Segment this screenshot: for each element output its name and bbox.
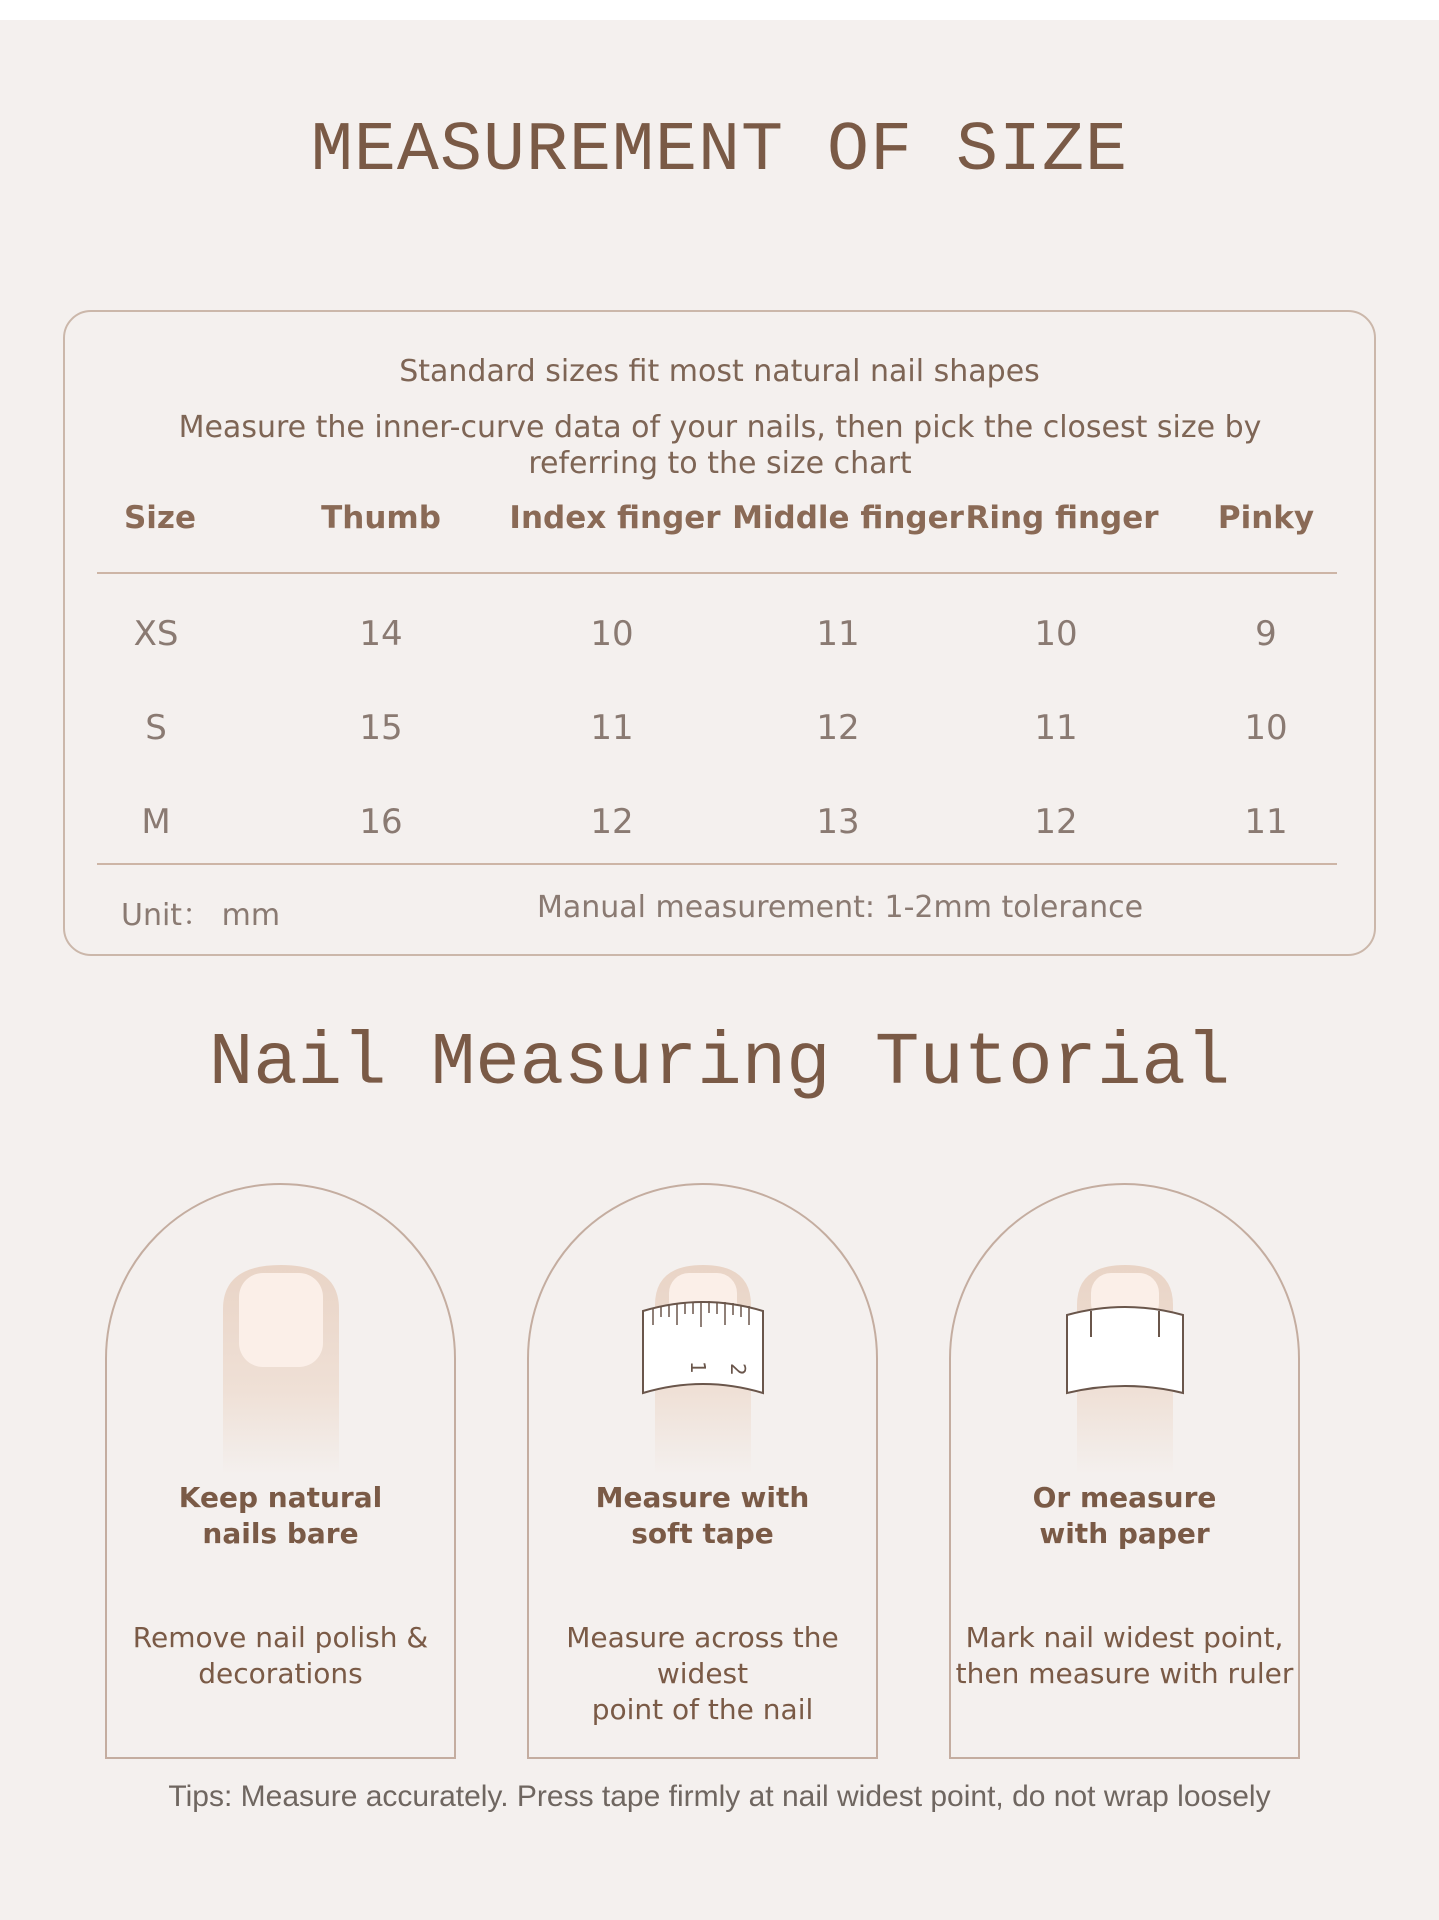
table-row	[65, 708, 1374, 758]
paper-strip-icon	[1055, 1265, 1195, 1475]
size-cell: XS	[133, 614, 179, 654]
column-header-pinky: Pinky	[1217, 500, 1315, 536]
step-description: Measure across the widest	[566, 1621, 839, 1690]
value-cell: 14	[359, 614, 403, 654]
step-description: decorations	[198, 1657, 363, 1690]
step-heading: Or measure	[1032, 1481, 1217, 1514]
size-chart-card	[63, 310, 1376, 956]
column-header-index: Index finger	[509, 500, 721, 536]
table-row	[65, 802, 1374, 852]
value-cell: 11	[1244, 802, 1288, 842]
tutorial-step-paper	[949, 1183, 1300, 1759]
column-header-middle: Middle finger	[732, 500, 964, 536]
value-cell: 10	[1034, 614, 1078, 654]
table-divider	[97, 572, 1337, 574]
step-description: Mark nail widest point,	[965, 1621, 1284, 1654]
value-cell: 10	[1244, 708, 1288, 748]
step-description: Remove nail polish &	[132, 1621, 429, 1654]
tutorial-step-soft-tape	[527, 1183, 878, 1759]
step-heading: nails bare	[202, 1517, 359, 1550]
step-heading: Keep natural	[178, 1481, 383, 1514]
column-header-ring: Ring finger	[965, 500, 1159, 536]
step-description: point of the nail	[591, 1693, 814, 1726]
table-row	[65, 614, 1374, 664]
value-cell: 12	[1034, 802, 1078, 842]
page-title: MEASUREMENT OF SIZE	[310, 112, 1129, 191]
value-cell: 12	[816, 708, 860, 748]
table-divider	[97, 863, 1337, 865]
value-cell: 9	[1255, 614, 1277, 654]
step-heading: Measure with	[595, 1481, 810, 1514]
size-table-header	[65, 500, 1374, 550]
unit-label: Unit： mm	[121, 898, 281, 933]
step-description: then measure with ruler	[955, 1657, 1294, 1690]
value-cell: 11	[816, 614, 860, 654]
tolerance-note: Manual measurement: 1-2mm tolerance	[537, 890, 1144, 925]
tape-mark: 1	[685, 1361, 710, 1374]
column-header-thumb: Thumb	[321, 500, 441, 536]
tips-text: Tips: Measure accurately. Press tape firmly at nail widest point, do not wrap loosely	[168, 1780, 1271, 1813]
card-instruction: Measure the inner-curve data of your nails, then pick the closest size by referring to the size chart	[178, 410, 1262, 481]
size-cell: S	[145, 708, 167, 748]
step-heading: soft tape	[631, 1517, 774, 1550]
tutorial-step-bare-nails	[105, 1183, 456, 1759]
column-header-size: Size	[123, 500, 197, 536]
value-cell: 16	[359, 802, 403, 842]
value-cell: 10	[590, 614, 634, 654]
value-cell: 13	[816, 802, 860, 842]
card-subtitle: Standard sizes fit most natural nail shapes	[399, 354, 1040, 389]
step-heading: with paper	[1039, 1517, 1210, 1550]
value-cell: 11	[590, 708, 634, 748]
size-cell: M	[141, 802, 171, 842]
bare-nail-icon	[211, 1265, 351, 1475]
value-cell: 15	[359, 708, 403, 748]
tutorial-title: Nail Measuring Tutorial	[208, 1022, 1231, 1106]
page	[0, 20, 1439, 1920]
value-cell: 11	[1034, 708, 1078, 748]
tape-mark: 2	[725, 1363, 750, 1376]
value-cell: 12	[590, 802, 634, 842]
tape-measure-icon	[633, 1265, 773, 1475]
